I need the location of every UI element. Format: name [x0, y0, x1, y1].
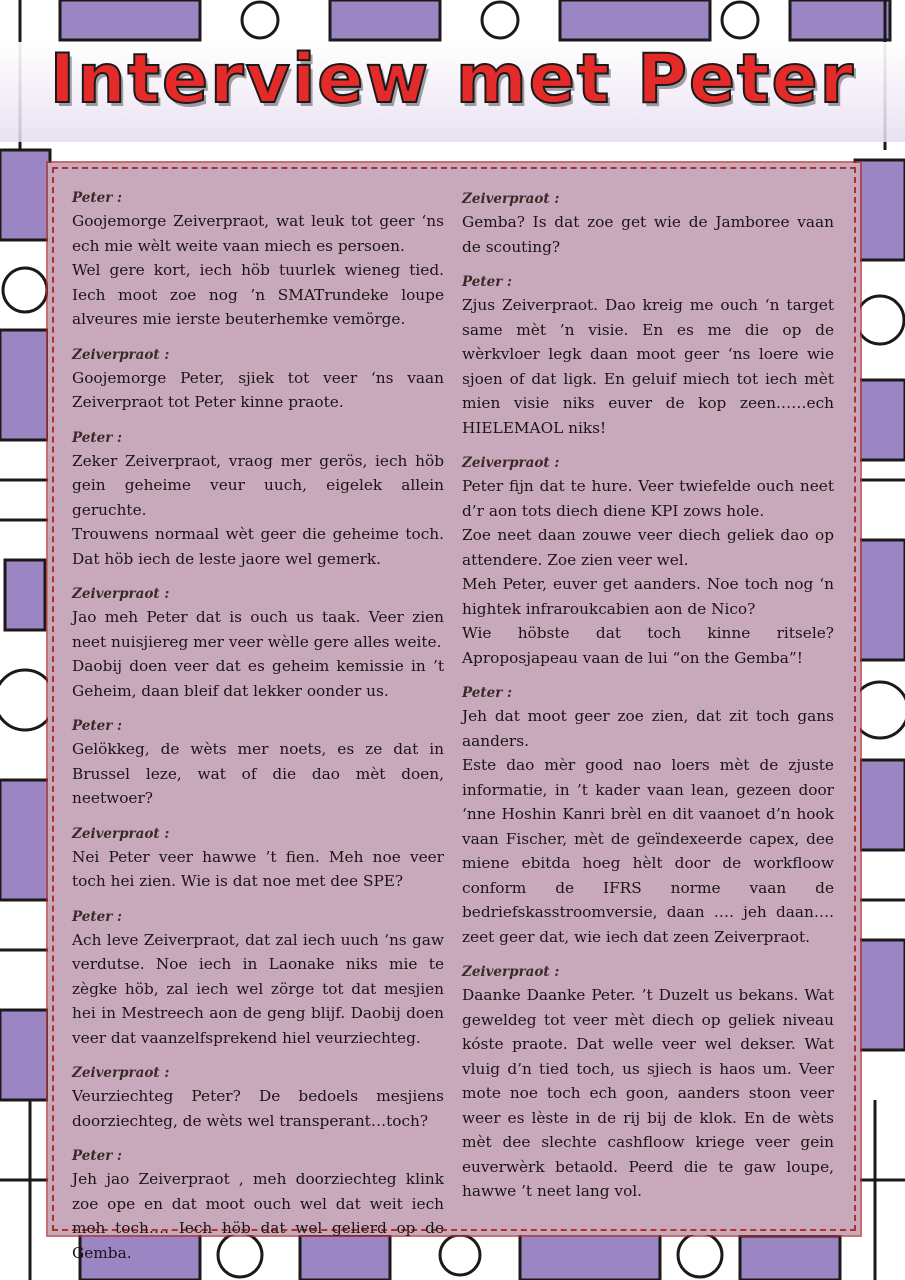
speaker-label: Zeiverpraot :: [462, 191, 560, 207]
dialogue-block: [72, 1062, 444, 1133]
dialogue-text: Gelökkeg, de wèts mer noets, es ze dat in Brussel leze, wat of die dao mèt doen, neetwoer?: [72, 740, 444, 807]
dialogue-block: [462, 682, 834, 949]
speaker-label: Zeiverpraot :: [462, 455, 560, 471]
dialogue-block: [462, 452, 834, 670]
speaker-label: Peter :: [72, 429, 122, 446]
right-column: [462, 188, 834, 1216]
dialogue-block: [462, 188, 834, 259]
dialogue-block: [72, 187, 444, 332]
dialogue-text: Gemba? Is dat zoe get wie de Jamboree vaan de scouting?: [462, 213, 834, 256]
dialogue-text: Daanke Daanke Peter. ’t Duzelt us bekans. Wat geweldeg tot veer mèt diech op geliek niveau kóste praote. Dat welle veer wel dekser. Wat vluig d’n tied toch, us sjiech is haos um. Veer mote noe toch ech goon, aanders stoon veer weer es lèste in de rij bij de klok. En de wèts mèt dee slechte cashfloow kriege veer gein euverwèrk betaold. Peerd die te gaw loupe, hawwe ’t neet lang vol.: [462, 986, 834, 1200]
dialogue-text: Trouwens normaal wèt geer die geheime toch. Dat höb iech de leste jaore wel gemerk.: [72, 525, 444, 568]
dialogue-text: Nei Peter veer hawwe ’t fien. Meh noe veer toch hei zien. Wie is dat noe met dee SPE?: [72, 847, 444, 890]
speaker-label: Peter :: [72, 718, 122, 734]
page-title: Interview met Peter: [49, 40, 856, 119]
dialogue-text: Jeh jao Zeiverpraot , meh doorziechteg klink zoe ope en dat moot ouch wel dat weit iech meh toch…. Iech höb dat wel gelierd op de Gemba.: [72, 1170, 444, 1262]
dialogue-block: [462, 961, 834, 1204]
speaker-label: Zeiverpraot :: [72, 346, 170, 363]
dialogue-text: Jao meh Peter dat is ouch us taak. Veer zien neet nuisjiereg mer veer wèlle gere alles weite.: [72, 608, 444, 651]
interview-panel: [52, 167, 856, 1262]
dialogue-text: Zjus Zeiverpraot. Dao kreig me ouch ‘n target same mèt ’n visie. En es me die op de wèrkvloer legk daan moot geer ‘ns loere wie sjoen of dat ligk. En geluif miech tot iech mèt mien visie niks euver de kop zeen……ech HIELEMAOL niks!: [462, 296, 834, 437]
dialogue-block: [72, 715, 444, 811]
dialogue-text: Peter fijn dat te hure. Veer twiefelde ouch neet d’r aon tots diech diene KPI zows hole.: [462, 477, 834, 520]
speaker-label: Peter :: [462, 274, 512, 290]
dialogue-text: Wel gere kort, iech höb tuurlek wieneg tied. Iech moot zoe nog ’n SMATrundeke loupe alveures mie ierste beuterhemke vemörge.: [72, 261, 444, 328]
dialogue-text: Zeker Zeiverpraot, vraog mer gerös, iech höb gein geheime veur uuch, eigelek allein geruchte.: [72, 451, 444, 519]
dialogue-block: [72, 1145, 444, 1265]
dialogue-block: [462, 271, 834, 440]
speaker-label: Zeiverpraot :: [462, 964, 560, 980]
speaker-label: Zeiverpraot :: [72, 586, 170, 602]
dialogue-block: [72, 823, 444, 894]
left-column: [72, 187, 444, 1277]
dialogue-text: Jeh dat moot geer zoe zien, dat zit toch gans aanders.: [462, 707, 834, 750]
speaker-label: Zeiverpraot :: [72, 1065, 170, 1081]
dialogue-text: Daobij doen veer dat es geheim kemissie in ’t Geheim, daan bleif dat lekker oonder us.: [72, 657, 444, 700]
speaker-label: Zeiverpraot :: [72, 825, 170, 842]
speaker-label: Peter :: [72, 908, 122, 925]
speaker-label: Peter :: [72, 1148, 122, 1164]
dialogue-text: Goojemorge Peter, sjiek tot veer ‘ns vaan Zeiverpraot tot Peter kinne praote.: [72, 368, 444, 411]
dialogue-block: [72, 427, 444, 572]
speaker-label: Peter :: [72, 190, 122, 206]
dialogue-block: [72, 906, 444, 1051]
dialogue-text: Ach leve Zeiverpraot, dat zal iech uuch ‘ns gaw verdutse. Noe iech in Laonake niks mie te zègke höb, zal iech wel zörge tot dat mesjien hei in Mestreech aon de geng blijf. Daobij doen veer dat vaanzelfsprekend hiel veurziechteg.: [72, 930, 444, 1047]
dialogue-text: Zoe neet daan zouwe veer diech geliek dao op attendere. Zoe zien veer wel.: [462, 526, 834, 569]
dialogue-block: [72, 344, 444, 415]
dialogue-text: Wie höbste dat toch kinne ritsele? Aproposjapeau vaan de lui “on the Gemba”!: [462, 624, 834, 667]
dialogue-text: Veurziechteg Peter? De bedoels mesjiens doorziechteg, de wèts wel transperant…toch?: [72, 1087, 444, 1130]
dialogue-block: [72, 583, 444, 703]
dialogue-text: Este dao mèr good nao loers mèt de zjuste informatie, in ’t kader vaan lean, gezeen door ‘nne Hoshin Kanri brèl en dit vaanoet d’n hook vaan Fischer, mèt de geïndexeerde capex, dee miene ebitda hoeg hèlt door de workfloow conform de IFRS norme vaan de bedriefskasstroomversie, daan …. jeh daan…. zeet geer dat, wie iech dat zeen Zeiverpraot.: [462, 756, 834, 946]
dialogue-text: Goojemorge Zeiverpraot, wat leuk tot geer ‘ns ech mie wèlt weite vaan miech es persoen.: [72, 212, 444, 255]
dialogue-text: Meh Peter, euver get aanders. Noe toch nog ‘n hightek infraroukcabien aon de Nico?: [462, 575, 834, 618]
speaker-label: Peter :: [462, 685, 512, 701]
